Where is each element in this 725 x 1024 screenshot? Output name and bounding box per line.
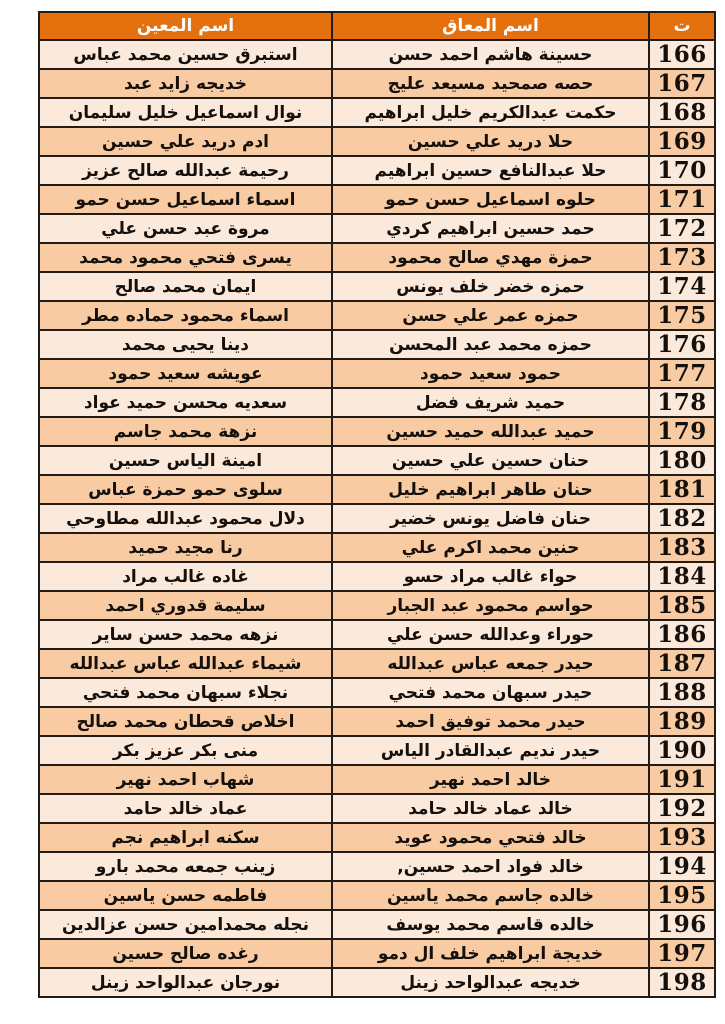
table-row: [39, 69, 715, 98]
cell-helper-name: سليمة قدوري احمد: [39, 591, 332, 620]
row-serial: 194: [649, 852, 715, 881]
cell-helper-name: عويشه سعيد حمود: [39, 359, 332, 388]
table-row: [39, 98, 715, 127]
cell-disabled-name: حيدر محمد توفيق احمد: [332, 707, 649, 736]
cell-disabled-name: خالد عماد خالد حامد: [332, 794, 649, 823]
table-row: [39, 794, 715, 823]
row-serial: 198: [649, 968, 715, 997]
cell-helper-name: استبرق حسين محمد عباس: [39, 40, 332, 69]
cell-disabled-name: حمزه محمد عبد المحسن: [332, 330, 649, 359]
row-serial: 186: [649, 620, 715, 649]
cell-helper-name: شيماء عبدالله عباس عبدالله: [39, 649, 332, 678]
table-row: [39, 446, 715, 475]
table-row: [39, 707, 715, 736]
table-row: [39, 156, 715, 185]
cell-helper-name: مروة عبد حسن علي: [39, 214, 332, 243]
cell-disabled-name: خالد احمد نهير: [332, 765, 649, 794]
row-serial: 183: [649, 533, 715, 562]
row-serial: 172: [649, 214, 715, 243]
cell-helper-name: نجلاء سبهان محمد فتحي: [39, 678, 332, 707]
cell-helper-name: نجله محمدامين حسن عزالدين: [39, 910, 332, 939]
table-row: [39, 504, 715, 533]
cell-disabled-name: حكمت عبدالكريم خليل ابراهيم: [332, 98, 649, 127]
header-row: [39, 12, 715, 40]
cell-helper-name: زينب جمعه محمد بارو: [39, 852, 332, 881]
table-row: [39, 591, 715, 620]
cell-disabled-name: حيدر سبهان محمد فتحي: [332, 678, 649, 707]
cell-helper-name: امينة الياس حسين: [39, 446, 332, 475]
table-row: [39, 301, 715, 330]
cell-helper-name: يسرى فتحي محمود محمد: [39, 243, 332, 272]
row-serial: 175: [649, 301, 715, 330]
row-serial: 173: [649, 243, 715, 272]
cell-helper-name: شهاب احمد نهير: [39, 765, 332, 794]
cell-disabled-name: حوراء وعدالله حسن علي: [332, 620, 649, 649]
cell-helper-name: اسماء محمود حماده مطر: [39, 301, 332, 330]
cell-disabled-name: حمزه عمر علي حسن: [332, 301, 649, 330]
table-row: [39, 417, 715, 446]
table-row: [39, 910, 715, 939]
cell-disabled-name: حنين محمد اكرم علي: [332, 533, 649, 562]
cell-disabled-name: حميد شريف فضل: [332, 388, 649, 417]
cell-helper-name: سكنه ابراهيم نجم: [39, 823, 332, 852]
row-serial: 178: [649, 388, 715, 417]
row-serial: 176: [649, 330, 715, 359]
cell-disabled-name: حصه صمحيد مسيعد عليج: [332, 69, 649, 98]
row-serial: 174: [649, 272, 715, 301]
table-body: [39, 40, 715, 997]
cell-helper-name: نزهه محمد حسن ساير: [39, 620, 332, 649]
table-row: [39, 185, 715, 214]
cell-helper-name: نوال اسماعيل خليل سليمان: [39, 98, 332, 127]
row-serial: 179: [649, 417, 715, 446]
table-row: [39, 968, 715, 997]
cell-disabled-name: حنان حسين علي حسين: [332, 446, 649, 475]
cell-disabled-name: حيدر جمعه عباس عبدالله: [332, 649, 649, 678]
table-row: [39, 823, 715, 852]
cell-helper-name: سعديه محسن حميد عواد: [39, 388, 332, 417]
table-row: [39, 127, 715, 156]
cell-helper-name: فاطمه حسن ياسين: [39, 881, 332, 910]
names-table: [38, 11, 716, 998]
table-row: [39, 881, 715, 910]
cell-helper-name: خديجه زايد عبد: [39, 69, 332, 98]
table-row: [39, 678, 715, 707]
row-serial: 193: [649, 823, 715, 852]
table-row: [39, 359, 715, 388]
row-serial: 196: [649, 910, 715, 939]
cell-helper-name: ادم دريد علي حسين: [39, 127, 332, 156]
cell-helper-name: سلوى حمو حمزة عباس: [39, 475, 332, 504]
row-serial: 187: [649, 649, 715, 678]
row-serial: 169: [649, 127, 715, 156]
row-serial: 166: [649, 40, 715, 69]
row-serial: 180: [649, 446, 715, 475]
cell-disabled-name: حمزة مهدي صالح محمود: [332, 243, 649, 272]
cell-disabled-name: حسينة هاشم احمد حسن: [332, 40, 649, 69]
row-serial: 188: [649, 678, 715, 707]
cell-helper-name: نزهة محمد جاسم: [39, 417, 332, 446]
row-serial: 177: [649, 359, 715, 388]
cell-disabled-name: حلا عبدالنافع حسين ابراهيم: [332, 156, 649, 185]
row-serial: 189: [649, 707, 715, 736]
table-row: [39, 533, 715, 562]
table-row: [39, 852, 715, 881]
row-serial: 171: [649, 185, 715, 214]
cell-disabled-name: حنان فاضل يونس خضير: [332, 504, 649, 533]
table-row: [39, 649, 715, 678]
row-serial: 181: [649, 475, 715, 504]
row-serial: 182: [649, 504, 715, 533]
cell-disabled-name: خديجه عبدالواحد زينل: [332, 968, 649, 997]
table-row: [39, 475, 715, 504]
cell-helper-name: عماد خالد حامد: [39, 794, 332, 823]
cell-disabled-name: حمزه خضر خلف يونس: [332, 272, 649, 301]
row-serial: 195: [649, 881, 715, 910]
cell-helper-name: رنا مجيد حميد: [39, 533, 332, 562]
table-row: [39, 736, 715, 765]
cell-disabled-name: خالد فواد احمد حسين,: [332, 852, 649, 881]
row-serial: 190: [649, 736, 715, 765]
row-serial: 184: [649, 562, 715, 591]
table-row: [39, 939, 715, 968]
table-row: [39, 765, 715, 794]
cell-helper-name: غاده غالب مراد: [39, 562, 332, 591]
cell-helper-name: رحيمة عبدالله صالح عزيز: [39, 156, 332, 185]
cell-disabled-name: خالد فتحي محمود عويد: [332, 823, 649, 852]
cell-helper-name: دلال محمود عبدالله مطاوحي: [39, 504, 332, 533]
row-serial: 197: [649, 939, 715, 968]
cell-disabled-name: حواسم محمود عبد الجبار: [332, 591, 649, 620]
cell-disabled-name: خالده جاسم محمد ياسين: [332, 881, 649, 910]
header-serial: ت: [649, 12, 715, 40]
cell-disabled-name: خالده قاسم محمد يوسف: [332, 910, 649, 939]
cell-disabled-name: حمود سعيد حمود: [332, 359, 649, 388]
header-helper-name: اسم المعين: [39, 12, 332, 40]
table-row: [39, 272, 715, 301]
cell-disabled-name: خديجة ابراهيم خلف ال دمو: [332, 939, 649, 968]
table-row: [39, 620, 715, 649]
row-serial: 185: [649, 591, 715, 620]
row-serial: 191: [649, 765, 715, 794]
cell-disabled-name: حلا دريد علي حسين: [332, 127, 649, 156]
cell-helper-name: دينا يحيى محمد: [39, 330, 332, 359]
cell-disabled-name: حميد عبدالله حميد حسين: [332, 417, 649, 446]
cell-helper-name: اسماء اسماعيل حسن حمو: [39, 185, 332, 214]
row-serial: 167: [649, 69, 715, 98]
cell-helper-name: رغده صالح حسين: [39, 939, 332, 968]
table-row: [39, 40, 715, 69]
cell-helper-name: نورجان عبدالواحد زينل: [39, 968, 332, 997]
cell-disabled-name: حلوه اسماعيل حسن حمو: [332, 185, 649, 214]
table-row: [39, 562, 715, 591]
cell-disabled-name: حنان طاهر ابراهيم خليل: [332, 475, 649, 504]
table-row: [39, 214, 715, 243]
table-row: [39, 243, 715, 272]
row-serial: 168: [649, 98, 715, 127]
header-disabled-name: اسم المعاق: [332, 12, 649, 40]
cell-disabled-name: حواء غالب مراد حسو: [332, 562, 649, 591]
cell-helper-name: منى بكر عزيز بكر: [39, 736, 332, 765]
table-row: [39, 388, 715, 417]
cell-disabled-name: حمد حسين ابراهيم كردي: [332, 214, 649, 243]
table-row: [39, 330, 715, 359]
cell-disabled-name: حيدر نديم عبدالقادر الياس: [332, 736, 649, 765]
cell-helper-name: اخلاص قحطان محمد صالح: [39, 707, 332, 736]
row-serial: 170: [649, 156, 715, 185]
cell-helper-name: ايمان محمد صالح: [39, 272, 332, 301]
row-serial: 192: [649, 794, 715, 823]
